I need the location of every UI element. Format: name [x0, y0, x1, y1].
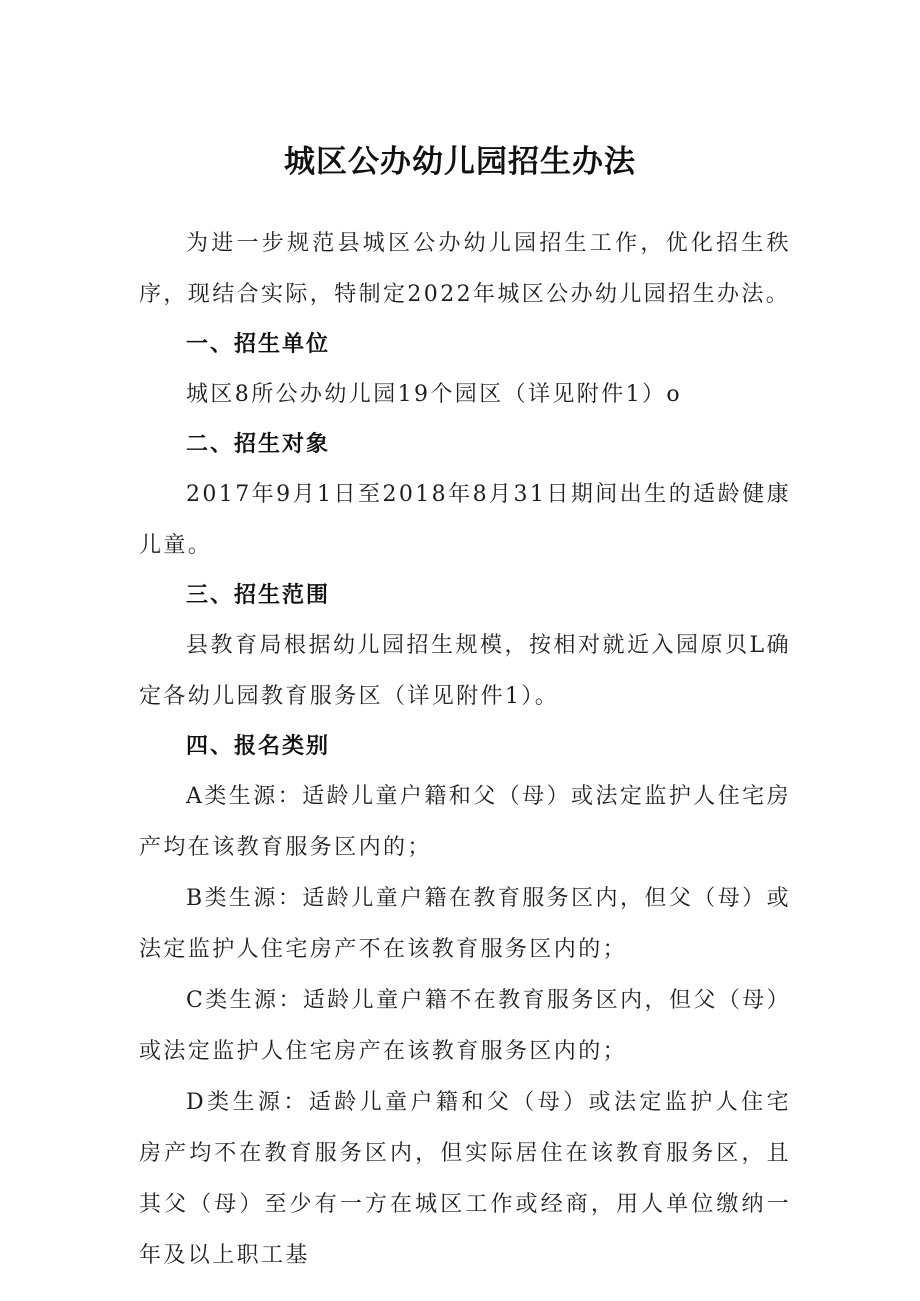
section-heading: 二、招生对象: [186, 432, 331, 457]
section-paragraph: 县教育局根据幼儿园招生规模，按相对就近入园原贝L确定各幼儿园教育服务区（详见附件1）。: [139, 633, 791, 709]
section-registration-categories: [139, 722, 791, 1281]
document-title: 城区公办幼儿园招生办法: [284, 144, 636, 180]
section-recruiting-units: [139, 320, 791, 420]
intro-paragraph: 为进一步规范县城区公办幼儿园招生工作，优化招生秩序，现结合实际，特制定2022年城区公办幼儿园招生办法。: [139, 231, 791, 307]
section-heading: 一、招生单位: [186, 332, 331, 357]
category-c-paragraph: C类生源：适龄儿童户籍不在教育服务区内，但父（母）或法定监护人住宅房产在该教育服务区内的；: [139, 988, 791, 1064]
section-paragraph: 2017年9月1日至2018年8月31日期间出生的适龄健康儿童。: [139, 482, 791, 558]
category-d-paragraph: D类生源：适龄儿童户籍和父（母）或法定监护人住宅房产均不在教育服务区内，但实际居住在该教育服务区，且其父（母）至少有一方在城区工作或经商，用人单位缴纳一年及以上职工基: [139, 1090, 791, 1268]
section-recruiting-targets: [139, 420, 791, 571]
category-b-paragraph: B类生源：适龄儿童户籍在教育服务区内，但父（母）或法定监护人住宅房产不在该教育服务区内的；: [139, 886, 791, 962]
section-heading: 三、招生范围: [186, 583, 331, 608]
section-heading: 四、报名类别: [186, 734, 331, 759]
section-recruiting-scope: [139, 571, 791, 722]
category-a-paragraph: A类生源：适龄儿童户籍和父（母）或法定监护人住宅房产均在该教育服务区内的；: [139, 784, 791, 860]
section-paragraph: 城区8所公办幼儿园19个园区（详见附件1）o: [186, 382, 683, 407]
document-body: [139, 218, 791, 1281]
